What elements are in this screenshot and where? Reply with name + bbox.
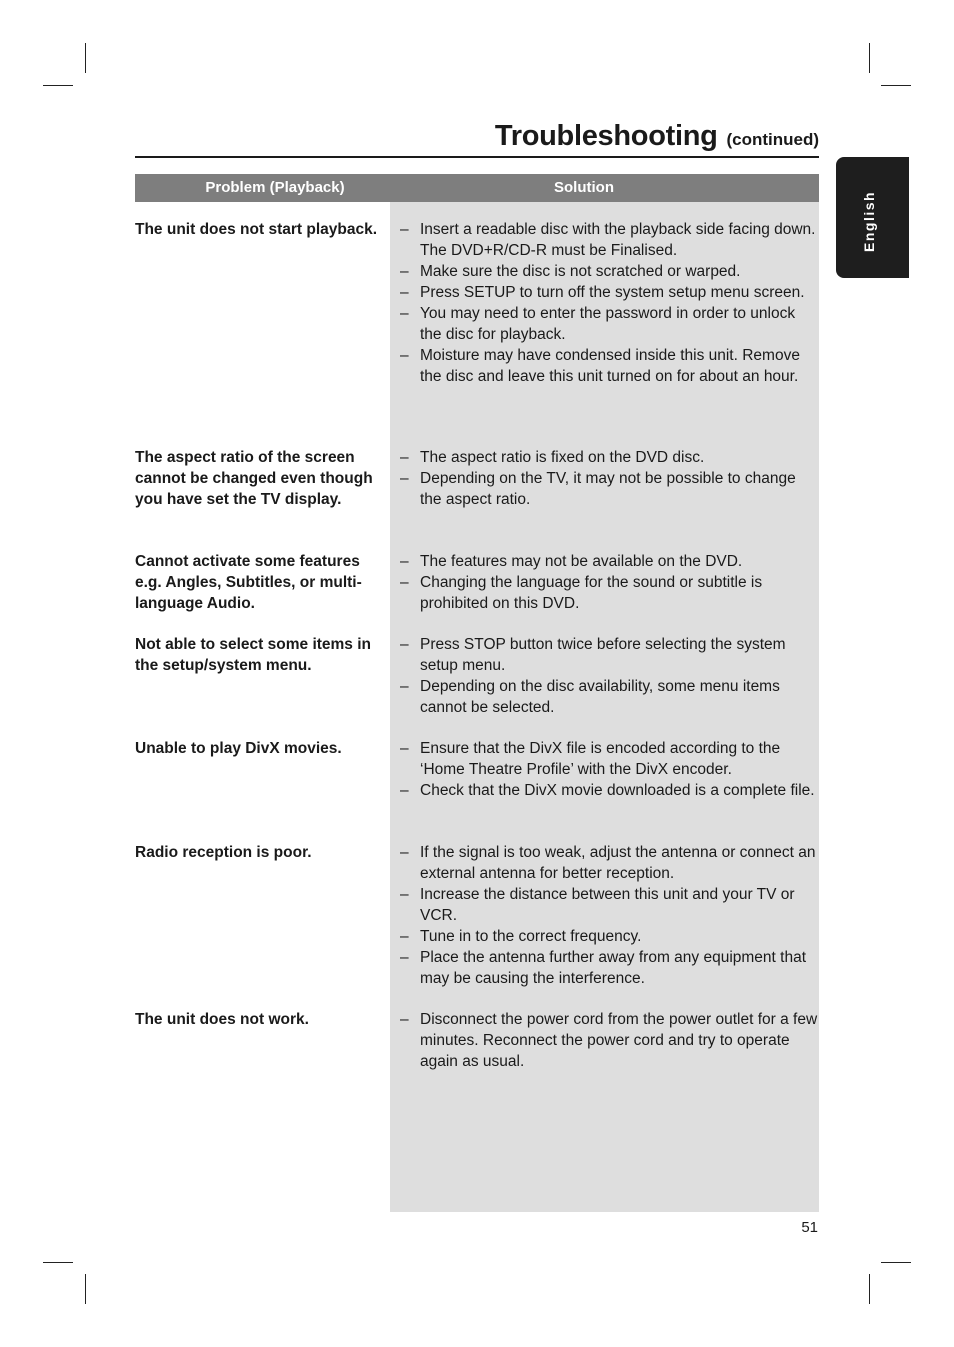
problem-text: Radio reception is poor. bbox=[135, 844, 312, 861]
problem-text: Cannot activate some features e.g. Angles, Subtitles, or multi-language Audio. bbox=[135, 553, 362, 612]
solution-item: – Press SETUP to turn off the system setup menu screen. bbox=[400, 282, 819, 303]
crop-mark bbox=[881, 85, 911, 86]
solution-item: – The features may not be available on the DVD. bbox=[400, 551, 819, 572]
solution-item: – Tune in to the correct frequency. bbox=[400, 926, 819, 947]
solution-list bbox=[400, 634, 819, 718]
problem-text: The unit does not work. bbox=[135, 1011, 309, 1028]
solution-item: – Changing the language for the sound or subtitle is prohibited on this DVD. bbox=[400, 572, 819, 614]
solution-list bbox=[400, 219, 819, 387]
language-tab bbox=[836, 157, 909, 278]
crop-mark bbox=[43, 1262, 73, 1263]
solution-list bbox=[400, 1009, 819, 1072]
solution-item: – Depending on the TV, it may not be possible to change the aspect ratio. bbox=[400, 468, 819, 510]
title-divider bbox=[135, 156, 819, 158]
page-title-main: Troubleshooting bbox=[494, 120, 718, 152]
solution-item: – Disconnect the power cord from the power outlet for a few minutes. Reconnect the power cord and try to operate again as usual. bbox=[400, 1009, 819, 1072]
solution-item: – Make sure the disc is not scratched or warped. bbox=[400, 261, 819, 282]
crop-mark bbox=[869, 1274, 870, 1304]
solution-list bbox=[400, 842, 819, 989]
solution-item: – Increase the distance between this unit and your TV or VCR. bbox=[400, 884, 819, 926]
solution-item: – The aspect ratio is fixed on the DVD disc. bbox=[400, 447, 819, 468]
solution-item: – If the signal is too weak, adjust the antenna or connect an external antenna for better reception. bbox=[400, 842, 819, 884]
page-title-subtitle: (continued) bbox=[726, 130, 819, 149]
solution-item: – Ensure that the DivX file is encoded according to the ‘Home Theatre Profile’ with the DivX encoder. bbox=[400, 738, 819, 780]
problem-column-header: Problem (Playback) bbox=[205, 179, 345, 196]
solution-item: – Check that the DivX movie downloaded is a complete file. bbox=[400, 780, 819, 801]
solution-list bbox=[400, 447, 819, 510]
page-title bbox=[495, 116, 819, 153]
problem-text: Unable to play DivX movies. bbox=[135, 740, 342, 757]
solution-item: – Place the antenna further away from any equipment that may be causing the interference. bbox=[400, 947, 819, 989]
problem-text: The unit does not start playback. bbox=[135, 221, 378, 238]
crop-mark bbox=[85, 1274, 86, 1304]
solution-item: – Depending on the disc availability, some menu items cannot be selected. bbox=[400, 676, 819, 718]
solution-item: – Insert a readable disc with the playback side facing down. The DVD+R/CD-R must be Finalised. bbox=[400, 219, 819, 261]
problem-text: Not able to select some items in the setup/system menu. bbox=[135, 636, 372, 674]
crop-mark bbox=[43, 85, 73, 86]
page-number: 51 bbox=[801, 1219, 818, 1236]
table-header bbox=[135, 174, 819, 202]
crop-mark bbox=[881, 1262, 911, 1263]
solution-column-header: Solution bbox=[554, 179, 614, 196]
solution-item: – Press STOP button twice before selecting the system setup menu. bbox=[400, 634, 819, 676]
crop-mark bbox=[85, 43, 86, 73]
solution-item: – You may need to enter the password in order to unlock the disc for playback. bbox=[400, 303, 819, 345]
language-tab-label: English bbox=[861, 190, 877, 252]
crop-mark bbox=[869, 43, 870, 73]
solution-item: – Moisture may have condensed inside this unit. Remove the disc and leave this unit turned on for about an hour. bbox=[400, 345, 819, 387]
solution-list bbox=[400, 738, 819, 801]
solution-list bbox=[400, 551, 819, 614]
problem-text: The aspect ratio of the screen cannot be changed even though you have set the TV display. bbox=[135, 449, 373, 508]
